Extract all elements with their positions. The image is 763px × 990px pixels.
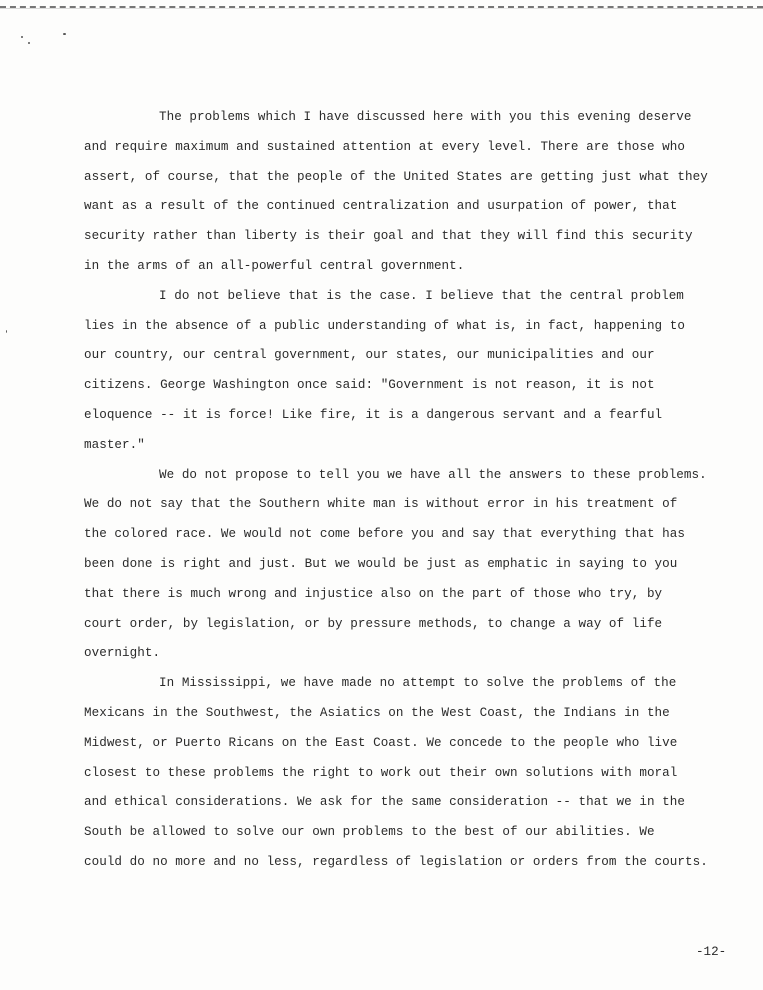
paragraph-3 (84, 461, 707, 670)
text-line: in the arms of an all-powerful central government. (84, 258, 465, 273)
text-line: that there is much wrong and injustice also on the part of those who try, by (84, 586, 663, 601)
text-line: security rather than liberty is their goal and that they will find this security (84, 229, 693, 244)
text-line: eloquence -- it is force! Like fire, it is a dangerous servant and a fearful (84, 407, 663, 422)
scan-speck (28, 42, 30, 44)
text-line: citizens. George Washington once said: "Government is not reason, it is not (84, 378, 655, 393)
document-body (84, 103, 708, 878)
text-line: court order, by legislation, or by pressure methods, to change a way of life (84, 616, 663, 631)
scan-speck (21, 36, 23, 38)
text-line: overnight. (84, 646, 161, 661)
text-line: assert, of course, that the people of the United States are getting just what they (84, 169, 708, 184)
paragraph-4 (84, 669, 708, 878)
text-line: been done is right and just. But we would be just as emphatic in saying to you (84, 556, 678, 571)
text-line: want as a result of the continued centralization and usurpation of power, that (84, 199, 678, 214)
text-line: The problems which I have discussed here with you this evening deserve (159, 110, 692, 124)
text-line: I do not believe that is the case. I believe that the central problem (159, 288, 684, 303)
text-line: Midwest, or Puerto Ricans on the East Coast. We concede to the people who live (84, 735, 678, 750)
text-line: Mexicans in the Southwest, the Asiatics on the West Coast, the Indians in the (84, 705, 670, 720)
text-line: master." (84, 437, 145, 452)
text-line: could do no more and no less, regardless of legislation or orders from the courts. (84, 854, 708, 869)
paragraph-2 (84, 282, 704, 461)
text-line: the colored race. We would not come before you and say that everything that has (84, 527, 685, 542)
text-line: In Mississippi, we have made no attempt to solve the problems of the (159, 676, 677, 691)
paragraph-1 (84, 103, 708, 282)
text-line: our country, our central government, our states, our municipalities and our (84, 348, 655, 363)
text-line: and ethical considerations. We ask for the same consideration -- that we in the (84, 795, 685, 810)
text-line: closest to these problems the right to work out their own solutions with moral (84, 765, 678, 780)
page-top-edge (0, 0, 763, 8)
text-line: and require maximum and sustained attention at every level. There are those who (84, 139, 685, 154)
text-line: lies in the absence of a public understanding of what is, in fact, happening to (84, 318, 685, 333)
text-line: We do not say that the Southern white man is without error in his treatment of (84, 497, 678, 512)
scan-speck (6, 330, 7, 333)
text-line: We do not propose to tell you we have all the answers to these problems. (159, 467, 707, 482)
scan-speck (63, 33, 66, 35)
page-top-shadow (0, 8, 763, 9)
page-number: -12- (696, 945, 727, 959)
text-line: South be allowed to solve our own problems to the best of our abilities. We (84, 825, 655, 840)
